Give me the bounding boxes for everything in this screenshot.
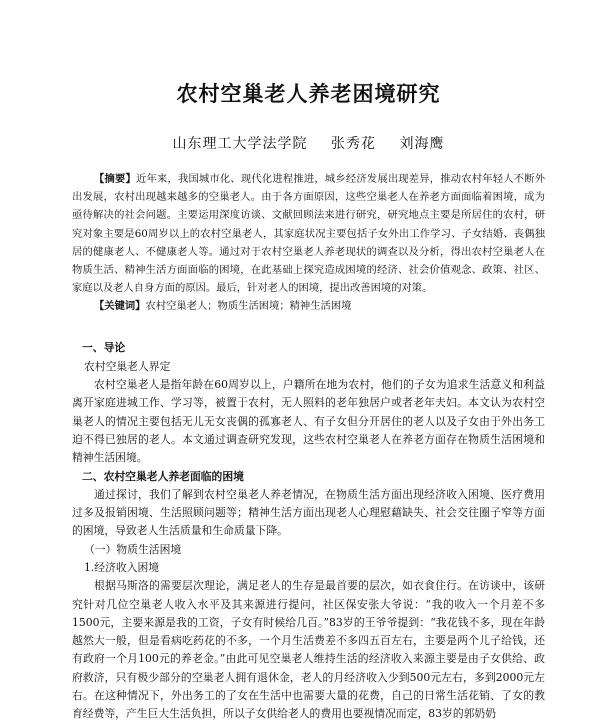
subsection-heading: （一）物质生活困境 <box>84 542 182 556</box>
section-heading: 二、农村空巢老人养老面临的困境 <box>82 469 244 483</box>
paper-body <box>72 339 545 723</box>
abstract-text: 近年来，我国城市化、现代化进程推进，城乡经济发展出现差异，推动农村年轻人不断外出发展，农村出现越来越多的空巢老人。由于各方面原因，这些空巢老人在养老方面面临着困境，成为亟待解决的社会问题。主要运用深度访谈、文献回顾法来进行研究，研究地点主要是所居住的农村，研究对象主要是60周岁以上的农村空巢老人，其家庭状况主要包括子女外出工作学习、子女结婚、丧偶独居的健康老人、不健康老人等。通过对于农村空巢老人养老现状的调查以及分析，得出农村空巢老人在物质生活、精神生活方面面临的困境，在此基础上探究造成困境的经济、社会价值观念、政策、社区、家庭以及老人自身方面的原因。最后，针对老人的困境，提出改善困境的对策。 <box>72 173 546 295</box>
section-heading: 一、导论 <box>82 341 126 355</box>
abstract <box>72 170 545 297</box>
paragraph: 通过探讨，我们了解到农村空巢老人养老情况，在物质生活方面出现经济收入困境、医疗费用过多及报销困境、生活照顾问题等；精神生活方面出现老人心理慰藉缺失、社会交往圈子窄等方面的困境，导致老人生活质量和生命质量下降。 <box>72 487 545 538</box>
affiliation: 山东理工大学法学院 <box>172 136 308 152</box>
paper-title: 农村空巢老人养老困境研究 <box>176 81 441 106</box>
keywords <box>72 297 545 315</box>
paragraph: 农村空巢老人是指年龄在60周岁以上，户籍所在地为农村，他们的子女为追求生活意义和利益离开家庭进城工作、学习等，被置于农村，无人照料的老年独居户或者老年夫妇。本文认为农村空巢老人的情况主要包括无儿无女丧偶的孤寡老人、有子女但分开居住的老人以及子女由于外出务工迫不得已独居的老人。本文通过调查研究发现，这些农村空巢老人在养老方面存在物质生活困境和精神生活困境。 <box>72 378 545 465</box>
author-name: 刘海鹰 <box>399 136 445 152</box>
keywords-text: 农村空巢老人；物质生活困境；精神生活困境 <box>145 300 352 313</box>
author-name: 张秀花 <box>331 136 376 152</box>
author-line <box>72 135 545 153</box>
keywords-label: 【关键词】 <box>94 300 146 313</box>
paragraph: 根据马斯洛的需要层次理论，满足老人的生存是最首要的层次，如衣食住行。在访谈中，该研究针对几位空巢老人收入水平及其来源进行提问，社区保安张大爷说：“我的收入一个月差不多1500元，主要来源是我的工资，子女有时候给几百。”83岁的王爷爷提到：“我花钱不多，现在年龄越然大一般，但是看病吃药花的不多，一个月生活费差不多四五百左右，主要是两个儿子给钱，还有政府一个月100元的养老金。”由此可见空巢老人维持生活的经济收入来源主要是由子女供给、政府救济，只有极少部分的空巢老人拥有退休金，老人的月经济收入少到500元左右，多到2000元左右。在这种情况下，外出务工的了女在生活中也需要大量的花费，自己的日常生活花销、了女的教育经费等，产生巨大生活负担，所以子女供给老人的费用也要视情况而定，83岁的郭奶奶 <box>72 579 545 721</box>
abstract-label: 【摘要】 <box>94 173 136 185</box>
subsection-heading: 农村空巢老人界定 <box>84 359 171 373</box>
subsubsection-heading: 1.经济收入困境 <box>84 560 160 574</box>
